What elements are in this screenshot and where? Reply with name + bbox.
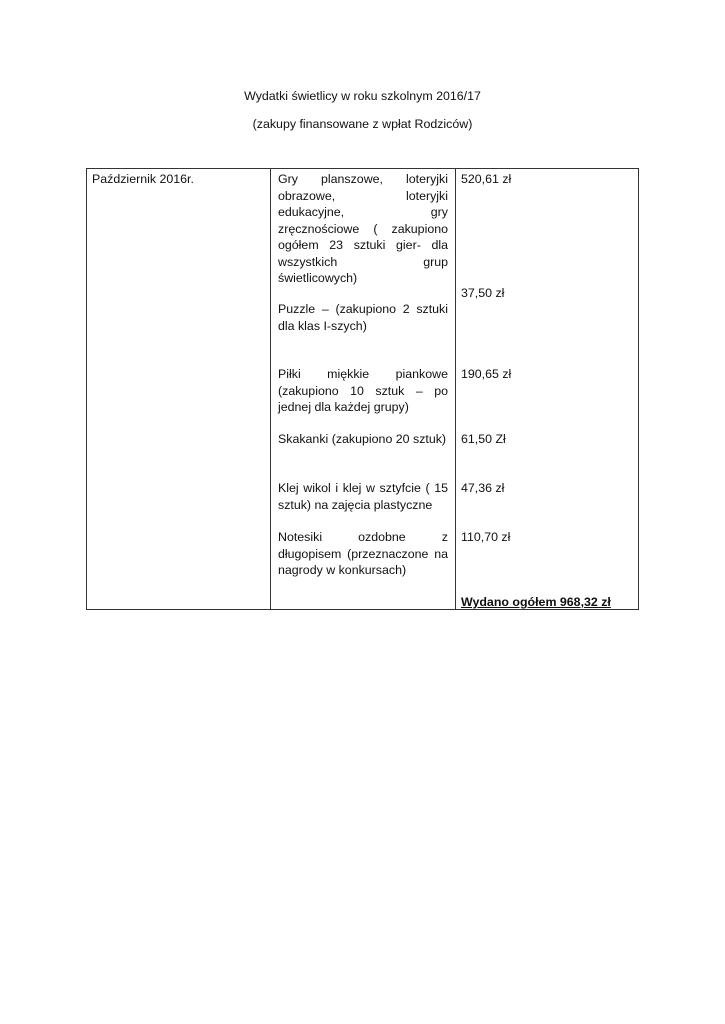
item-description: Gry planszowe, loteryjki obrazowe, loteryjki edukacyjne, gry zręcznościowe ( zakupiono ogółem 23 sztuki gier- dla wszystkich grup świetlicowych) — [278, 172, 448, 285]
item-description: Piłki miękkie piankowe (zakupiono 10 sztuk – po jednej dla każdej grupy) — [278, 367, 448, 414]
page-title: Wydatki świetlicy w roku szkolnym 2016/17 — [244, 89, 481, 103]
item-description: Skakanki (zakupiono 20 sztuk) — [278, 432, 447, 446]
item-description: Notesiki ozdobne z długopisem (przeznaczone na nagrody w konkursach) — [278, 530, 448, 577]
item-amount: 37,50 zł — [461, 286, 505, 300]
page-subtitle: (zakupy finansowane z wpłat Rodziców) — [252, 117, 473, 131]
item-description: Puzzle – (zakupiono 2 sztuki dla klas I-szych) — [278, 302, 448, 333]
item-amount: 520,61 zł — [461, 172, 512, 186]
month-column — [86, 168, 271, 610]
item-description: Klej wikol i klej w sztyfcie ( 15 sztuk) na zajęcia plastyczne — [278, 481, 448, 512]
item-amount: 190,65 zł — [461, 367, 512, 381]
item-amount: 61,50 Zł — [461, 432, 506, 446]
item-amount: 110,70 zł — [461, 530, 511, 544]
total-amount: Wydano ogółem 968,32 zł — [461, 595, 611, 609]
month-cell: Październik 2016r. — [92, 172, 194, 186]
item-amount: 47,36 zł — [461, 481, 505, 495]
